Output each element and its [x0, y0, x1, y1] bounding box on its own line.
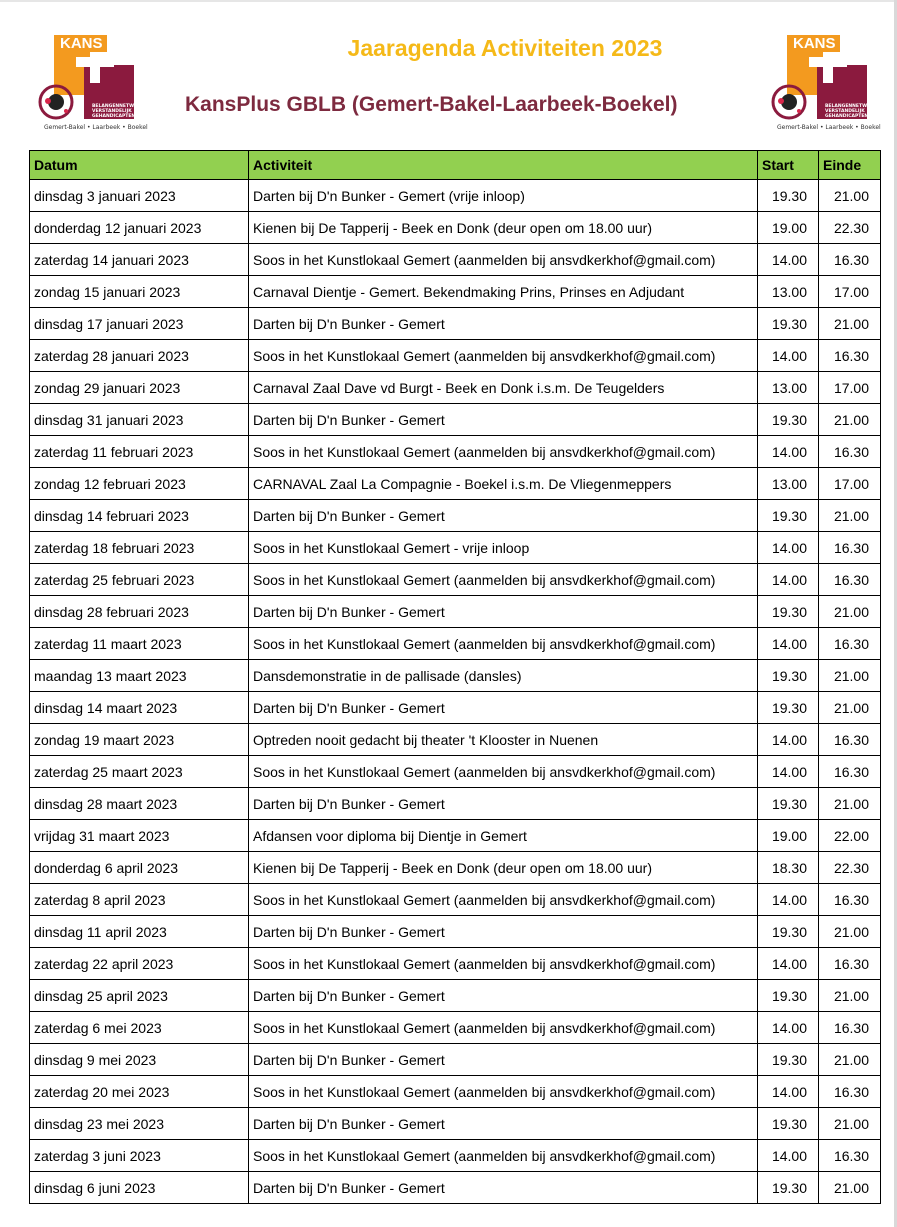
cell-start: 14.00 [758, 1076, 819, 1108]
cell-start: 13.00 [758, 276, 819, 308]
table-row [30, 852, 881, 884]
table-row [30, 564, 881, 596]
table-header-row [30, 151, 881, 180]
cell-activiteit: Darten bij D'n Bunker - Gemert (vrije inloop) [249, 180, 758, 212]
table-row [30, 500, 881, 532]
cell-start: 19.00 [758, 820, 819, 852]
table-row [30, 820, 881, 852]
cell-einde: 16.30 [819, 948, 881, 980]
logo-word: KANS [789, 35, 840, 52]
cell-start: 14.00 [758, 948, 819, 980]
table-row [30, 724, 881, 756]
cell-einde: 22.30 [819, 212, 881, 244]
table-row [30, 1076, 881, 1108]
cell-start: 19.30 [758, 916, 819, 948]
cell-activiteit: Darten bij D'n Bunker - Gemert [249, 500, 758, 532]
agenda-table-body [30, 180, 881, 1204]
cell-activiteit: Afdansen voor diploma bij Dientje in Gemert [249, 820, 758, 852]
cell-start: 14.00 [758, 724, 819, 756]
logo-caption: Gemert-Bakel • Laarbeek • Boekel [44, 124, 148, 131]
cell-einde: 21.00 [819, 1044, 881, 1076]
table-row [30, 1044, 881, 1076]
cell-einde: 16.30 [819, 628, 881, 660]
cell-activiteit: Soos in het Kunstlokaal Gemert (aanmelden bij ansvdkerkhof@gmail.com) [249, 1140, 758, 1172]
cell-start: 14.00 [758, 436, 819, 468]
cell-datum: zaterdag 28 januari 2023 [30, 340, 249, 372]
cell-datum: zaterdag 8 april 2023 [30, 884, 249, 916]
cell-start: 19.30 [758, 1044, 819, 1076]
table-row [30, 404, 881, 436]
table-row [30, 628, 881, 660]
cell-einde: 21.00 [819, 660, 881, 692]
svg-text:VERSTANDELIJK: VERSTANDELIJK [92, 109, 132, 114]
cell-datum: dinsdag 28 maart 2023 [30, 788, 249, 820]
cell-activiteit: Soos in het Kunstlokaal Gemert - vrije inloop [249, 532, 758, 564]
cell-einde: 21.00 [819, 500, 881, 532]
cell-datum: dinsdag 31 januari 2023 [30, 404, 249, 436]
cell-einde: 21.00 [819, 1172, 881, 1204]
cell-start: 14.00 [758, 532, 819, 564]
cell-activiteit: Darten bij D'n Bunker - Gemert [249, 1044, 758, 1076]
cell-datum: zondag 15 januari 2023 [30, 276, 249, 308]
cell-start: 14.00 [758, 1140, 819, 1172]
cell-start: 14.00 [758, 244, 819, 276]
table-row [30, 436, 881, 468]
page-top-edge [0, 0, 897, 2]
table-row [30, 1108, 881, 1140]
cell-einde: 16.30 [819, 564, 881, 596]
agenda-table [29, 150, 881, 1204]
cell-activiteit: Darten bij D'n Bunker - Gemert [249, 404, 758, 436]
cell-activiteit: Optreden nooit gedacht bij theater 't Klooster in Nuenen [249, 724, 758, 756]
cell-einde: 16.30 [819, 1012, 881, 1044]
cell-datum: dinsdag 23 mei 2023 [30, 1108, 249, 1140]
column-header-start: Start [758, 151, 819, 180]
cell-einde: 21.00 [819, 916, 881, 948]
cell-activiteit: Soos in het Kunstlokaal Gemert (aanmelden bij ansvdkerkhof@gmail.com) [249, 1012, 758, 1044]
table-row [30, 372, 881, 404]
cell-activiteit: Carnaval Zaal Dave vd Burgt - Beek en Donk i.s.m. De Teugelders [249, 372, 758, 404]
cell-datum: dinsdag 3 januari 2023 [30, 180, 249, 212]
cell-activiteit: Soos in het Kunstlokaal Gemert (aanmelden bij ansvdkerkhof@gmail.com) [249, 756, 758, 788]
cell-datum: donderdag 12 januari 2023 [30, 212, 249, 244]
cell-start: 14.00 [758, 564, 819, 596]
cell-einde: 21.00 [819, 596, 881, 628]
cell-activiteit: Darten bij D'n Bunker - Gemert [249, 788, 758, 820]
cell-datum: zondag 12 februari 2023 [30, 468, 249, 500]
svg-text:VERSTANDELIJK: VERSTANDELIJK [825, 109, 865, 114]
cell-start: 14.00 [758, 1012, 819, 1044]
cell-start: 13.00 [758, 372, 819, 404]
cell-activiteit: Soos in het Kunstlokaal Gemert (aanmelden bij ansvdkerkhof@gmail.com) [249, 948, 758, 980]
table-row [30, 980, 881, 1012]
cell-datum: zaterdag 18 februari 2023 [30, 532, 249, 564]
cell-start: 14.00 [758, 756, 819, 788]
table-row [30, 244, 881, 276]
document-title: Jaaragenda Activiteiten 2023 [347, 35, 663, 61]
cell-einde: 16.30 [819, 436, 881, 468]
table-row [30, 340, 881, 372]
column-header-activiteit: Activiteit [249, 151, 758, 180]
cell-einde: 16.30 [819, 724, 881, 756]
table-row [30, 948, 881, 980]
cell-datum: zaterdag 3 juni 2023 [30, 1140, 249, 1172]
cell-start: 19.30 [758, 596, 819, 628]
cell-activiteit: Soos in het Kunstlokaal Gemert (aanmelden bij ansvdkerkhof@gmail.com) [249, 884, 758, 916]
cell-activiteit: Soos in het Kunstlokaal Gemert (aanmelden bij ansvdkerkhof@gmail.com) [249, 1076, 758, 1108]
cell-start: 14.00 [758, 340, 819, 372]
cell-datum: donderdag 6 april 2023 [30, 852, 249, 884]
cell-einde: 21.00 [819, 1108, 881, 1140]
cell-activiteit: Darten bij D'n Bunker - Gemert [249, 980, 758, 1012]
cell-activiteit: Darten bij D'n Bunker - Gemert [249, 596, 758, 628]
svg-text:GEHANDICAPTEN: GEHANDICAPTEN [92, 114, 136, 119]
cell-activiteit: Darten bij D'n Bunker - Gemert [249, 308, 758, 340]
cell-datum: dinsdag 11 april 2023 [30, 916, 249, 948]
cell-activiteit: Soos in het Kunstlokaal Gemert (aanmelden bij ansvdkerkhof@gmail.com) [249, 244, 758, 276]
table-row [30, 532, 881, 564]
cell-start: 19.30 [758, 788, 819, 820]
table-row [30, 212, 881, 244]
table-row [30, 468, 881, 500]
table-row [30, 788, 881, 820]
cell-einde: 21.00 [819, 308, 881, 340]
cell-datum: zaterdag 20 mei 2023 [30, 1076, 249, 1108]
table-row [30, 884, 881, 916]
cell-einde: 16.30 [819, 756, 881, 788]
cell-datum: zondag 19 maart 2023 [30, 724, 249, 756]
cell-activiteit: Soos in het Kunstlokaal Gemert (aanmelden bij ansvdkerkhof@gmail.com) [249, 340, 758, 372]
table-row [30, 1012, 881, 1044]
cell-activiteit: Darten bij D'n Bunker - Gemert [249, 692, 758, 724]
cell-start: 19.30 [758, 500, 819, 532]
cell-einde: 16.30 [819, 244, 881, 276]
cell-start: 19.30 [758, 692, 819, 724]
cell-start: 19.30 [758, 660, 819, 692]
cell-einde: 16.30 [819, 884, 881, 916]
column-header-einde: Einde [819, 151, 881, 180]
cell-datum: zaterdag 6 mei 2023 [30, 1012, 249, 1044]
cell-datum: zaterdag 14 januari 2023 [30, 244, 249, 276]
cell-datum: dinsdag 6 juni 2023 [30, 1172, 249, 1204]
table-row [30, 692, 881, 724]
cell-start: 19.30 [758, 1172, 819, 1204]
cell-einde: 16.30 [819, 340, 881, 372]
cell-einde: 21.00 [819, 788, 881, 820]
cell-activiteit: Kienen bij De Tapperij - Beek en Donk (deur open om 18.00 uur) [249, 212, 758, 244]
cell-start: 19.30 [758, 180, 819, 212]
table-row [30, 276, 881, 308]
cell-einde: 17.00 [819, 276, 881, 308]
table-row [30, 756, 881, 788]
cell-start: 19.30 [758, 980, 819, 1012]
cell-activiteit: Dansdemonstratie in de pallisade (dansles) [249, 660, 758, 692]
cell-start: 19.30 [758, 308, 819, 340]
kansplus-logo-left [30, 35, 148, 135]
cell-einde: 21.00 [819, 404, 881, 436]
cell-start: 14.00 [758, 628, 819, 660]
cell-activiteit: CARNAVAL Zaal La Compagnie - Boekel i.s.m. De Vliegenmeppers [249, 468, 758, 500]
cell-datum: dinsdag 25 april 2023 [30, 980, 249, 1012]
table-row [30, 1140, 881, 1172]
cell-start: 18.30 [758, 852, 819, 884]
svg-text:BELANGENNETWERK: BELANGENNETWERK [92, 104, 145, 109]
cell-einde: 17.00 [819, 372, 881, 404]
cell-datum: dinsdag 17 januari 2023 [30, 308, 249, 340]
cell-activiteit: Soos in het Kunstlokaal Gemert (aanmelden bij ansvdkerkhof@gmail.com) [249, 628, 758, 660]
cell-activiteit: Soos in het Kunstlokaal Gemert (aanmelden bij ansvdkerkhof@gmail.com) [249, 564, 758, 596]
cell-datum: vrijdag 31 maart 2023 [30, 820, 249, 852]
cell-datum: dinsdag 28 februari 2023 [30, 596, 249, 628]
table-row [30, 180, 881, 212]
cell-activiteit: Darten bij D'n Bunker - Gemert [249, 916, 758, 948]
cell-datum: zaterdag 11 maart 2023 [30, 628, 249, 660]
cell-datum: dinsdag 9 mei 2023 [30, 1044, 249, 1076]
column-header-datum: Datum [30, 151, 249, 180]
cell-start: 14.00 [758, 884, 819, 916]
cell-activiteit: Kienen bij De Tapperij - Beek en Donk (deur open om 18.00 uur) [249, 852, 758, 884]
cell-einde: 21.00 [819, 180, 881, 212]
cell-datum: zaterdag 11 februari 2023 [30, 436, 249, 468]
cell-datum: dinsdag 14 maart 2023 [30, 692, 249, 724]
svg-text:GEHANDICAPTEN: GEHANDICAPTEN [825, 114, 869, 119]
table-row [30, 660, 881, 692]
table-row [30, 1172, 881, 1204]
cell-datum: zaterdag 25 maart 2023 [30, 756, 249, 788]
cell-einde: 22.00 [819, 820, 881, 852]
table-row [30, 596, 881, 628]
cell-activiteit: Darten bij D'n Bunker - Gemert [249, 1172, 758, 1204]
cell-datum: zondag 29 januari 2023 [30, 372, 249, 404]
cell-datum: zaterdag 25 februari 2023 [30, 564, 249, 596]
cell-einde: 22.30 [819, 852, 881, 884]
cell-start: 19.30 [758, 1108, 819, 1140]
table-row [30, 916, 881, 948]
cell-activiteit: Darten bij D'n Bunker - Gemert [249, 1108, 758, 1140]
cell-activiteit: Soos in het Kunstlokaal Gemert (aanmelden bij ansvdkerkhof@gmail.com) [249, 436, 758, 468]
cell-einde: 16.30 [819, 1140, 881, 1172]
cell-einde: 17.00 [819, 468, 881, 500]
cell-einde: 16.30 [819, 1076, 881, 1108]
document-subtitle: KansPlus GBLB (Gemert-Bakel-Laarbeek-Boekel) [185, 93, 678, 116]
cell-start: 13.00 [758, 468, 819, 500]
cell-start: 19.30 [758, 404, 819, 436]
cell-datum: dinsdag 14 februari 2023 [30, 500, 249, 532]
cell-einde: 21.00 [819, 980, 881, 1012]
logo-caption: Gemert-Bakel • Laarbeek • Boekel [777, 124, 881, 131]
svg-text:BELANGENNETWERK: BELANGENNETWERK [825, 104, 878, 109]
cell-datum: zaterdag 22 april 2023 [30, 948, 249, 980]
cell-einde: 16.30 [819, 532, 881, 564]
cell-start: 19.00 [758, 212, 819, 244]
logo-word: KANS [56, 35, 107, 52]
cell-activiteit: Carnaval Dientje - Gemert. Bekendmaking Prins, Prinses en Adjudant [249, 276, 758, 308]
cell-einde: 21.00 [819, 692, 881, 724]
cell-datum: maandag 13 maart 2023 [30, 660, 249, 692]
table-row [30, 308, 881, 340]
